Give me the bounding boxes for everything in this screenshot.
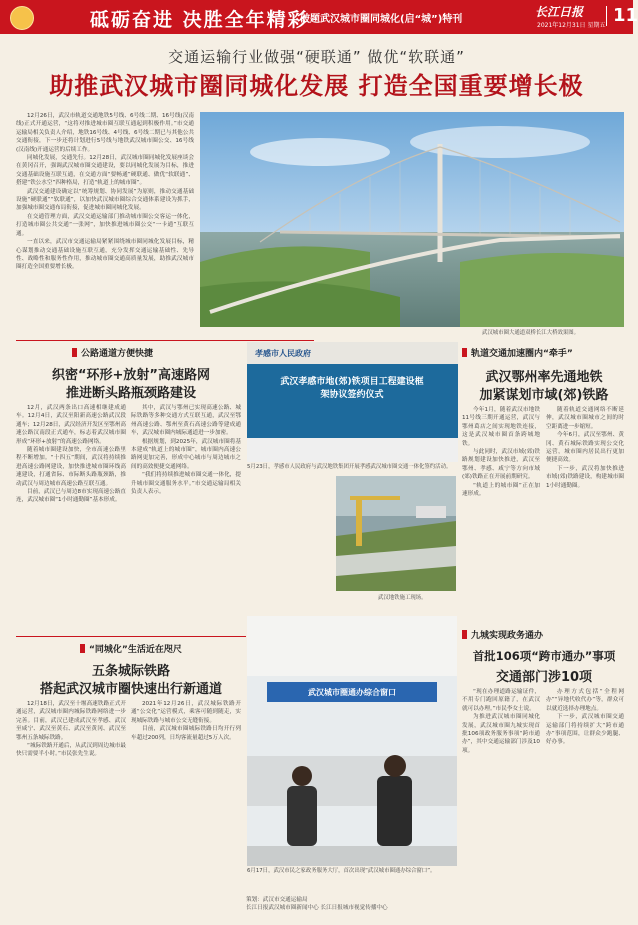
bridge-rendering-photo	[200, 112, 624, 327]
section-tag-label: “同城化”生活近在咫尺	[89, 645, 182, 655]
section-tag-label: 公路通道方便快捷	[81, 349, 154, 359]
article-paragraph: 今年6月，武汉至鄂州、黄冈、黄石城际铁路实现公交化运营，城市圈内居民出行更加便捷高效。	[546, 432, 624, 464]
intercity-article-col2	[131, 700, 241, 890]
construction-photo-caption: 武汉地铁施工现场。	[378, 595, 427, 601]
highway-article-col1	[16, 404, 126, 636]
page-headline: 助推武汉城市圈同城化发展 打造全国重要增长极	[49, 72, 584, 100]
section-marker-icon	[80, 644, 85, 653]
photo-banner-text: 武汉孝感市地(郊)铁项目工程建设框架协议签约仪式	[280, 377, 424, 400]
article-paragraph: 其中，武汉与鄂州已实现高速公路、城际铁路等多种交通方式互联互通，武汉至鄂州高速公路、鄂州至黄石高速公路等建成通车，武汉城市圈内城际通道进一步加密。	[131, 405, 241, 437]
metro-construction-photo	[336, 476, 456, 591]
article-paragraph: 目前，武汉已与周边8市实现高速公路直连，武汉城市圈“1小时通勤圈”基本形成。	[16, 489, 126, 504]
section-divider	[16, 340, 314, 341]
signing-photo-caption: 5月23日，孝感市人民政府与武汉地铁集团开展孝感武汉城市圈交通一体化签约活动。	[247, 464, 452, 470]
bridge-illustration	[200, 112, 624, 327]
rail-article-col1	[462, 406, 540, 618]
article-paragraph: “我们将持续推进城市圈交通一体化，提升城市圈交通服务水平。”市交通运输局相关负责人表示。	[131, 472, 241, 496]
section-title-line2: 搭起武汉城市圈快速出行新通道	[39, 682, 222, 697]
section-title-line2: 加紧谋划市域(郊)铁路	[479, 388, 609, 403]
highway-article-col2	[131, 404, 241, 636]
service-window-sign: 武汉城市圈通办综合窗口	[308, 688, 396, 697]
section-tag-label: 轨道交通加速圈内“牵手”	[471, 349, 573, 359]
section-title-line1: 织密“环形+放射”高速路网	[52, 368, 210, 383]
section-marker-icon	[462, 348, 467, 357]
headline-kicker: 交通运输行业做强“硬联通” 做优“软联通”	[168, 48, 465, 66]
article-paragraph: 随着城市圈建设加快，全市高速公路里程不断增加。“十四五”期间，武汉将持续推进高速公路网建设，加快推进城市圈环线高速建设，打通省际、市际断头路瓶颈路，推动武汉与周边城市高速公路互联互通。	[16, 447, 126, 487]
article-paragraph: 为推进武汉城市圈同城化发展，武汉城市圈九城实现首批106项政务服务事项“跨市通办”，其中交通运输部门涉及10项。	[462, 714, 540, 754]
section-tag-highway	[72, 346, 153, 359]
section-marker-icon	[462, 630, 467, 639]
article-paragraph: 12月，武汉两条出口高速相继建成通车。12月4日，武汉至阳新高速公路武汉段通车；12月28日，武汉经济开发区至鄂州高速公路汉南段正式通车，标志着武汉城市圈形成“环形+放射”的高速公路网络。	[16, 405, 126, 445]
main-photo-caption: 武汉城市圈大通道双桥长江大桥效果图。	[482, 330, 580, 336]
article-paragraph: 随着轨道交通网络不断延伸，武汉城市圈城市之间的时空距离进一步缩短。	[546, 407, 624, 430]
article-paragraph: 与此同时，武汉市域(郊)铁路规划建设加快推进，武汉至鄂州、孝感、咸宁等方向市域(郊)铁路正在开展前期研究。	[462, 449, 540, 481]
lead-paragraph: 武汉交通建设确定以“统筹规划、协同发展”为原则，推动交通基础设施“硬联通”“软联通”，以加快武汉城市圈综合交通体系建设为抓手，加强城市圈交通布局衔接，促进城市圈同城化发展。	[16, 188, 194, 212]
article-paragraph: “现在办理道路运输证件，不用专门跑回原籍了，在武汉就可以办理。”市民李女士说。	[462, 689, 540, 712]
signing-ceremony-photo	[247, 342, 458, 462]
article-paragraph: “轨道上的城市圈”正在加速形成。	[462, 482, 540, 498]
services-article-col2	[546, 688, 624, 888]
article-paragraph: 12月18日，武汉至十堰高速铁路正式开通运营，武汉城市圈内城际铁路网络进一步完善。目前，武汉已建成武汉至孝感、武汉至咸宁、武汉至黄石、武汉至黄冈、武汉至鄂州五条城际铁路。	[16, 701, 126, 741]
signing-table	[247, 438, 458, 462]
page-number: 11	[606, 6, 638, 26]
lead-paragraph: 同城化发展，交通先行。12月28日，武汉城市圈同城化发展座谈会在黄冈召开，强调武汉城市圈交通建设，要以同城化发展为目标，推进交通基础设施互联互通，在交通方面“要畅通”硬联通、做优“软联通”、搭建“铁公水空”四种格局，打造“轨道上的城市圈”。	[16, 155, 194, 187]
service-hall-photo	[247, 616, 457, 866]
construction-illustration	[336, 476, 456, 591]
section-title-line1: 首批106项“跨市通办”事项	[472, 649, 616, 663]
lead-paragraph: 在交通管理方面，武汉交通运输部门推动城市圈公交客运一体化，打造城市圈公共交通“一张网”，加快推进城市圈公交“一卡通”互联互通。	[16, 213, 194, 237]
newspaper-logo: 长江日报	[535, 5, 584, 19]
section-tag-rail	[462, 346, 573, 359]
service-hall-illustration	[247, 616, 457, 866]
service-photo-caption: 6月17日，武汉市民之家政务服务大厅，首次出现“武汉城市圈通办综合窗口”。	[247, 868, 436, 874]
page-credits	[246, 896, 626, 912]
article-paragraph: “城际铁路开通后，从武汉到周边城市最快只需要半小时。”市民张先生说。	[16, 743, 126, 758]
article-paragraph: 目前，武汉城市圈城际铁路日均开行列车超过200列，日均客流量超过5万人次。	[131, 726, 241, 741]
section-tag-services	[462, 628, 543, 641]
lead-paragraph: 12月26日，武汉市轨道交通地铁5号线、6号线二期、16号线(汉南线)正式开通运营，“这将对推进城市圈互联互通起到积极作用。”市交通运输局相关负责人介绍，地铁16号线、4号线、6号线二期已与其他公共交通衔接，下一步还将计划进行5号线与地铁武汉城市圈公交、16号线(汉南线)开通运营的后续工作。	[16, 113, 194, 153]
article-paragraph: 2021年12月26日，武汉城际铁路开通“公交化”运营模式，乘客可随到随走，实现城际铁路与城市公交无缝衔接。	[131, 701, 241, 724]
section-tag-label: 九城实现政务通办	[471, 631, 544, 641]
section-title-line1: 五条城际铁路	[91, 664, 170, 679]
article-paragraph: 今年1月，随着武汉市地铁11号线三期开通运营，武汉与鄂州葛店之间实现地铁连接，这是武汉城市圈首条跨城地铁。	[462, 407, 540, 447]
credit-producers: 长江日报武汉城市圈新闻中心 长江日报城市视觉传播中心	[246, 905, 388, 911]
section-title-line2: 推进断头路瓶颈路建设	[65, 386, 196, 401]
article-paragraph: 下一步，武汉城市圈交通运输部门将持续扩大“跨市通办”事项范围，让群众少跑腿、好办事。	[546, 714, 624, 746]
intercity-article-col1	[16, 700, 126, 890]
photo-sign-text: 孝感市人民政府	[255, 349, 311, 358]
issue-date: 2021年12月31日 星期五	[537, 22, 606, 29]
article-paragraph: 根据规划，到2025年，武汉城市圈将基本建成“轨道上的城市圈”，城市圈内高速公路网更加完善，形成中心城市与周边城市之间的高效便捷交通网络。	[131, 438, 241, 470]
lead-paragraph: 一直以来，武汉市交通运输局紧紧围绕城市圈同城化发展目标，精心谋划推动交通基础设施互联互通，充分发挥交通运输基础性、先导性、战略性和服务性作用，推动城市圈交通高质量发展，助推武汉城市圈打造全国重要增长极。	[16, 239, 194, 271]
section-title-line2: 交通部门涉10项	[495, 670, 593, 685]
article-paragraph: 办理方式包括“全程网办”“异地代收代办”等，群众可以就近选择办理地点。	[546, 689, 624, 712]
section-title-line1: 武汉鄂州率先通地铁	[485, 370, 603, 385]
lead-article	[16, 112, 194, 334]
banner-title: 砥砺奋进 决胜全年精彩	[90, 9, 309, 31]
credit-planner: 策划：武汉市交通运输局	[246, 897, 308, 903]
services-article-col1	[462, 688, 540, 888]
section-marker-icon	[72, 348, 77, 357]
section-tag-intercity	[80, 642, 182, 655]
rail-article-col2	[546, 406, 624, 618]
article-paragraph: 下一步，武汉将加快推进市域(郊)铁路建设，构建城市圈1小时通勤圈。	[546, 465, 624, 489]
banner-subtitle: 破题武汉城市圈同城化(启“城”)特刊	[300, 14, 463, 25]
party-emblem-icon	[10, 6, 34, 30]
section-divider	[16, 636, 246, 637]
